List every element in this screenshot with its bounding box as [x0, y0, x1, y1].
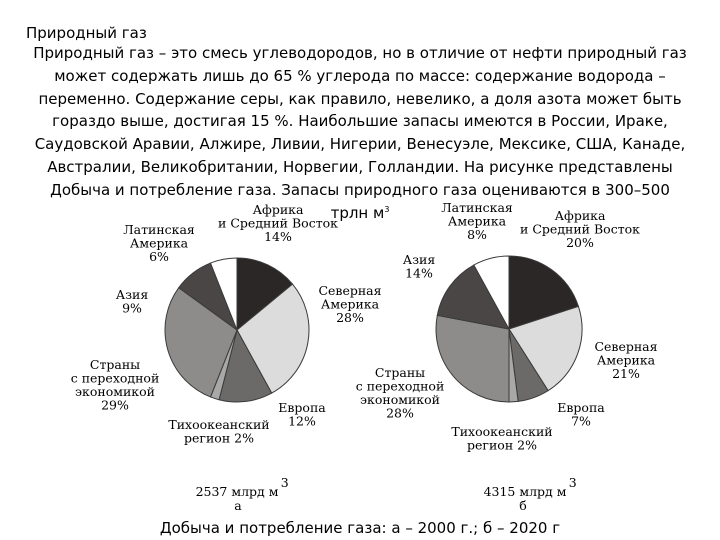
- slice-label: Страны с переходной экономикой 29%: [70, 357, 160, 413]
- slice-label: Европа 12%: [278, 400, 326, 429]
- slice-label: Азия 14%: [402, 252, 436, 281]
- chart-total-label: 4315 млрд м: [483, 484, 567, 499]
- slice-label: Северная Америка 28%: [318, 283, 382, 325]
- slice-label: Тихоокеанский регион 2%: [451, 424, 553, 453]
- pie-chart-б: [356, 200, 658, 513]
- body-text: Природный газ – это смесь углеводородов, но в отличие от нефти природный газ может содержать лишь до 65 % углерода по массе: содержание водорода – переменно. Содержание серы, как правило, невелико, а доля азота может быть гораздо выше, достигая 15 %. Наибольшие запасы имеются в России, Ираке, Саудовской Аравии, Алжире, Ливии, Нигерии, Венесуэле, Мексике, США, Канаде, Австралии, Великобритании, Норвегии, Голландии. На рисунке представлены Добыча и потребление газа. Запасы природного газа оцениваются в 300–500 трлн м: [33, 44, 687, 222]
- slice-label: Африка и Средний Восток 20%: [520, 208, 640, 250]
- figure-caption: Добыча и потребление газа: а – 2000 г.; б – 2020 г: [159, 519, 561, 537]
- chart-panel-letter: а: [234, 498, 242, 513]
- slice-label: Тихоокеанский регион 2%: [168, 417, 270, 446]
- slice-label: Азия 9%: [115, 287, 149, 316]
- pie-chart-а: [71, 202, 382, 513]
- slice-label: Северная Америка 21%: [594, 339, 658, 381]
- body-superscript: 3: [384, 204, 390, 214]
- chart-panel-letter: б: [519, 498, 527, 513]
- chart-total-superscript: 3: [280, 475, 289, 490]
- slice-label: Европа 7%: [557, 400, 605, 429]
- chart-total-superscript: 3: [568, 475, 577, 490]
- slice-label: Латинская Америка 6%: [123, 222, 195, 264]
- slice-label: Африка и Средний Восток 14%: [218, 202, 338, 244]
- pie-charts-figure: [0, 196, 720, 518]
- slice-label: Латинская Америка 8%: [441, 200, 513, 242]
- slice-label: Страны с переходной экономикой 28%: [355, 365, 445, 421]
- slide-title: Природный газ: [26, 24, 147, 42]
- chart-total-label: 2537 млрд м: [195, 484, 279, 499]
- pie-slice-страны-с-переходной-экономикой: [436, 315, 509, 402]
